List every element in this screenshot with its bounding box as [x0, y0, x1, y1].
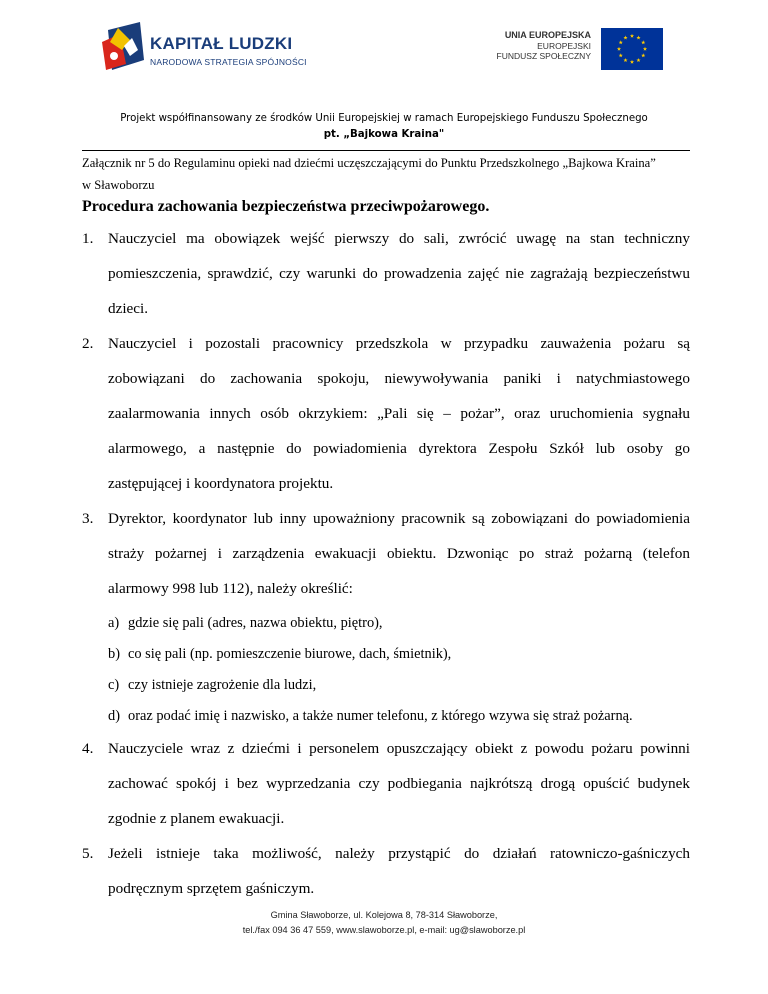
- item-number: 2.: [82, 335, 94, 352]
- item-text-line: Nauczyciel i pozostali pracownicy przedszkola w przypadku zauważenia pożaru są: [108, 335, 690, 352]
- item-number: 5.: [82, 845, 94, 862]
- item-text-line: straży pożarnej i zarządzenia ewakuacji obiektu. Dzwoniąc po straż pożarną (telefon: [108, 545, 690, 562]
- subitem-letter: a): [108, 615, 120, 631]
- eu-logo-line2: EUROPEJSKI: [537, 41, 591, 51]
- subitem-letter: c): [108, 677, 120, 693]
- eu-logo-line1: UNIA EUROPEJSKA: [504, 30, 591, 40]
- item-text-line: zgodnie z planem ewakuacji.: [108, 810, 285, 827]
- kapital-ludzki-title: KAPITAŁ LUDZKI: [150, 34, 293, 53]
- item-number: 3.: [82, 510, 94, 527]
- eu-flag-icon: [601, 28, 663, 70]
- eu-logo: [488, 28, 663, 70]
- project-name: pt. „Bajkowa Kraina": [323, 129, 445, 140]
- subitem-text: czy istnieje zagrożenie dla ludzi,: [128, 677, 317, 693]
- item-text-line: zachować spokój i bez wyprzedzania czy podbiegania najkrótszą drogą opuścić budynek: [108, 775, 690, 792]
- project-funding-line: Projekt współfinansowany ze środków Unii Europejskiej w ramach Europejskiego Funduszu Społecznego: [120, 113, 648, 124]
- subitem-text: oraz podać imię i nazwisko, a także numer telefonu, z którego wzywa się straż pożarną.: [128, 708, 633, 724]
- header-divider: [82, 150, 690, 151]
- annex-line-1: Załącznik nr 5 do Regulaminu opieki nad dziećmi uczęszczającymi do Punktu Przedszkolnego „Bajkowa Kraina”: [82, 156, 656, 170]
- kapital-ludzki-emblem-icon: [100, 20, 146, 72]
- item-text-line: zastępującej i koordynatora projektu.: [108, 475, 334, 492]
- subitem-text: gdzie się pali (adres, nazwa obiektu, piętro),: [128, 615, 383, 631]
- item-text-line: pomieszczenia, sprawdzić, czy warunki do prowadzenia zajęć nie zagrażają bezpieczeństwu: [108, 265, 690, 282]
- item-text-line: zaalarmowania innych osób okrzykiem: „Pali się – pożar”, oraz uruchomienia sygnału: [108, 405, 690, 422]
- document-title: Procedura zachowania bezpieczeństwa przeciwpożarowego.: [82, 198, 490, 215]
- item-text-line: podręcznym sprzętem gaśniczym.: [108, 880, 315, 897]
- item-text-line: Jeżeli istnieje taka możliwość, należy przystąpić do działań ratowniczo-gaśniczych: [108, 845, 690, 862]
- item-text-line: alarmowego, a następnie do powiadomienia dyrektora Zespołu Szkół lub osoby go: [108, 440, 690, 457]
- annex-line-2: w Sławoborzu: [82, 178, 155, 192]
- item-text-line: zobowiązani do zachowania spokoju, niewywoływania paniki i natychmiastowego: [108, 370, 690, 387]
- item-number: 4.: [82, 740, 94, 757]
- item-number: 1.: [82, 230, 94, 247]
- footer-contact: tel./fax 094 36 47 559, www.slawoborze.pl, e-mail: ug@slawoborze.pl: [242, 925, 526, 935]
- subitem-text: co się pali (np. pomieszczenie biurowe, dach, śmietnik),: [128, 646, 452, 662]
- item-text-line: alarmowy 998 lub 112), należy określić:: [108, 580, 353, 597]
- eu-logo-text: [497, 30, 591, 61]
- footer-address: Gmina Sławoborze, ul. Kolejowa 8, 78-314 Sławoborze,: [270, 910, 498, 920]
- item-text-line: dzieci.: [108, 300, 149, 317]
- item-text-line: Nauczyciele wraz z dziećmi i personelem opuszczający obiekt z powodu pożaru powinni: [108, 740, 690, 757]
- subitem-letter: b): [108, 646, 120, 662]
- kapital-ludzki-logo: [100, 20, 307, 80]
- eu-logo-line3: FUNDUSZ SPOŁECZNY: [496, 51, 591, 61]
- item-text-line: Nauczyciel ma obowiązek wejść pierwszy do sali, zwrócić uwagę na stan techniczny: [108, 230, 690, 247]
- item-text-line: Dyrektor, koordynator lub inny upoważniony pracownik są zobowiązani do powiadomienia: [108, 510, 690, 527]
- subitem-letter: d): [108, 708, 120, 724]
- kapital-ludzki-subtitle: NARODOWA STRATEGIA SPÓJNOŚCI: [150, 57, 307, 67]
